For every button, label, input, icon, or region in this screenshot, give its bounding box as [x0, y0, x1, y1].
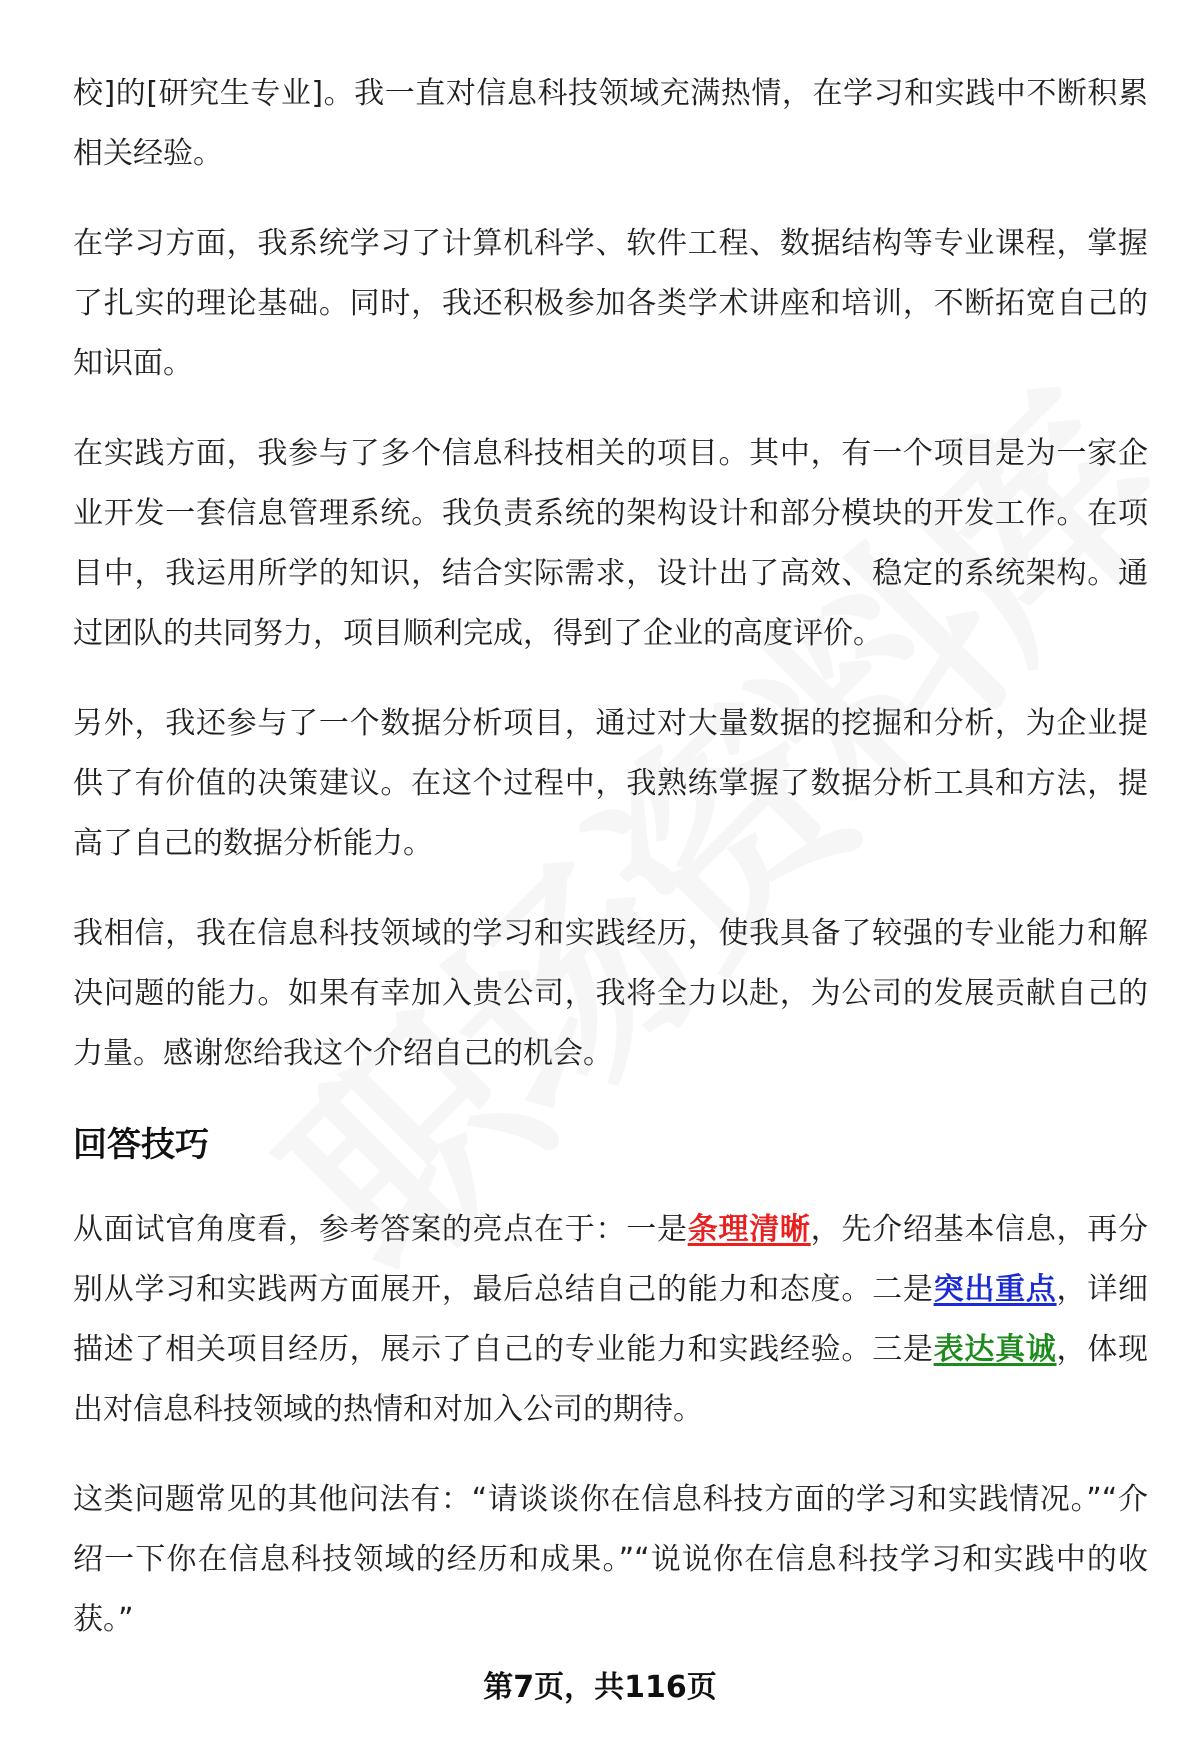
page-number: 第7页，共116页 — [483, 1670, 717, 1705]
highlight-clear-structure: 条理清晰 — [687, 1212, 811, 1247]
paragraph-study: 在学习方面，我系统学习了计算机科学、软件工程、数据结构等专业课程，掌握了扎实的理论基础。同时，我还积极参加各类学术讲座和培训，不断拓宽自己的知识面。 — [73, 226, 1148, 381]
tips-text: 从面试官角度看，参考答案的亮点在于：一是 — [73, 1212, 688, 1247]
paragraph-conclusion: 我相信，我在信息科技领域的学习和实践经历，使我具备了较强的专业能力和解决问题的能力。如果有幸加入贵公司，我将全力以赴，为公司的发展贡献自己的力量。感谢您给我这个介绍自己的机会。 — [73, 916, 1148, 1071]
tips-text: ，先介绍基本信息，再分别从学习和实践两方面展开，最后总结自己的能力和态度。二是 — [73, 1212, 1149, 1307]
page-content — [73, 64, 1148, 1680]
tips-text: ，详细描述了相关项目经历，展示了自己的专业能力和实践经验。三是 — [73, 1272, 1149, 1367]
highlight-sincerity: 表达真诚 — [933, 1332, 1057, 1367]
paragraph-other-questions: 这类问题常见的其他问法有：“请谈谈你在信息科技方面的学习和实践情况。”“介绍一下你在信息科技领域的经历和成果。”“说说你在信息科技学习和实践中的收获。” — [73, 1482, 1148, 1637]
section-title: 回答技巧 — [73, 1125, 209, 1165]
paragraph-intro: 校]的[研究生专业]。我一直对信息科技领域充满热情，在学习和实践中不断积累相关经验。 — [73, 76, 1148, 171]
tips-text: ，体现出对信息科技领域的热情和对加入公司的期待。 — [73, 1332, 1149, 1427]
paragraph-data-analysis: 另外，我还参与了一个数据分析项目，通过对大量数据的挖掘和分析，为企业提供了有价值的决策建议。在这个过程中，我熟练掌握了数据分析工具和方法，提高了自己的数据分析能力。 — [73, 706, 1148, 861]
paragraph-practice: 在实践方面，我参与了多个信息科技相关的项目。其中，有一个项目是为一家企业开发一套信息管理系统。我负责系统的架构设计和部分模块的开发工作。在项目中，我运用所学的知识，结合实际需求，设计出了高效、稳定的系统架构。通过团队的共同努力，项目顺利完成，得到了企业的高度评价。 — [73, 436, 1148, 651]
highlight-key-points: 突出重点 — [933, 1272, 1057, 1307]
paragraph-tips — [73, 1200, 1148, 1440]
